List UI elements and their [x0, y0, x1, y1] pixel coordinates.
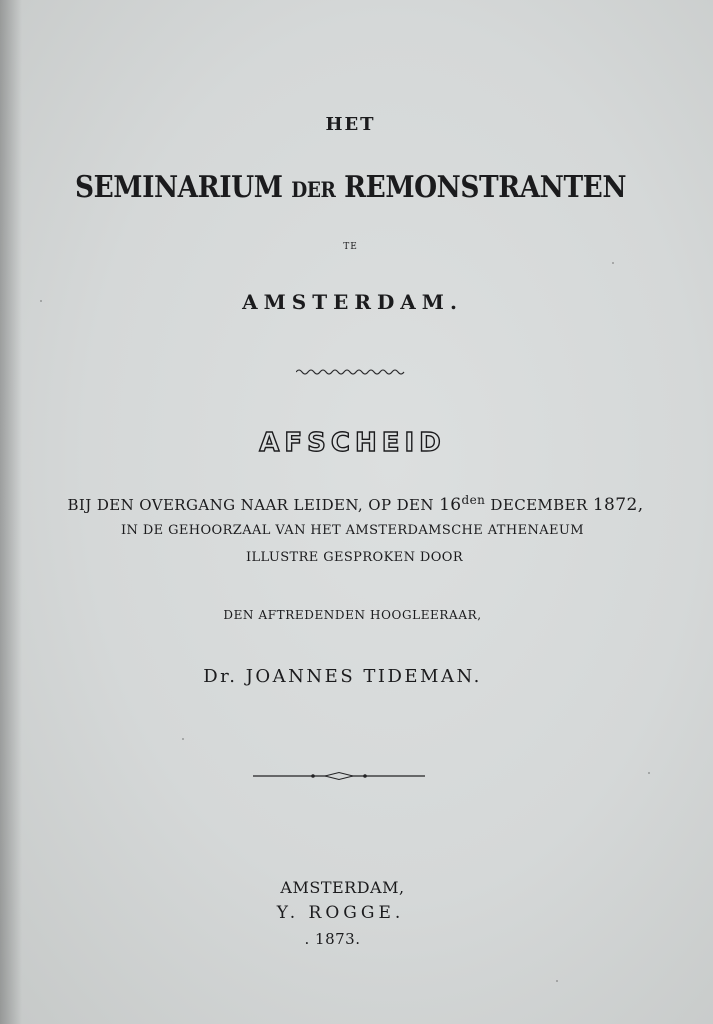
wavy-ornament	[296, 366, 406, 378]
main-title	[37, 170, 664, 205]
occasion-line-2: IN DE GEHOORZAAL VAN HET AMSTERDAMSCHE ATHENAEUM	[121, 523, 584, 538]
occasion-day-suffix: den	[461, 493, 486, 507]
occasion-day: 16	[439, 495, 462, 515]
decorative-rule	[253, 768, 425, 784]
publisher-name: Y. ROGGE.	[276, 903, 405, 923]
title-word-der: DER	[291, 177, 336, 202]
line-het: HET	[325, 114, 376, 135]
publisher-city: AMSTERDAM,	[280, 878, 405, 897]
paper-speck	[648, 772, 650, 774]
author-name: JOANNES TIDEMAN.	[245, 666, 482, 687]
occasion-line-1	[0, 493, 712, 515]
occasion-line-3: ILLUSTRE GESPROKEN DOOR	[245, 550, 464, 565]
paper-speck	[182, 738, 184, 740]
occasion-year: 1872,	[592, 495, 644, 515]
title-word-remonstranten: REMONSTRANTEN	[344, 170, 627, 205]
title-word-seminarium: SEMINARIUM	[74, 170, 283, 205]
line-city: AMSTERDAM.	[242, 290, 463, 314]
occasion-text-a: BIJ DEN OVERGANG NAAR LEIDEN, OP DEN	[67, 496, 434, 514]
paper-speck	[612, 262, 614, 264]
occasion-month: DECEMBER	[490, 496, 588, 514]
line-te: TE	[343, 242, 358, 252]
author-prefix: Dr.	[203, 666, 238, 687]
paper-speck	[556, 980, 558, 982]
heading-afscheid: AFSCHEID	[259, 428, 446, 458]
professor-line: DEN AFTREDENDEN HOOGLEERAAR,	[223, 608, 482, 622]
author-line	[0, 666, 699, 687]
publication-year: . 1873.	[304, 930, 361, 948]
